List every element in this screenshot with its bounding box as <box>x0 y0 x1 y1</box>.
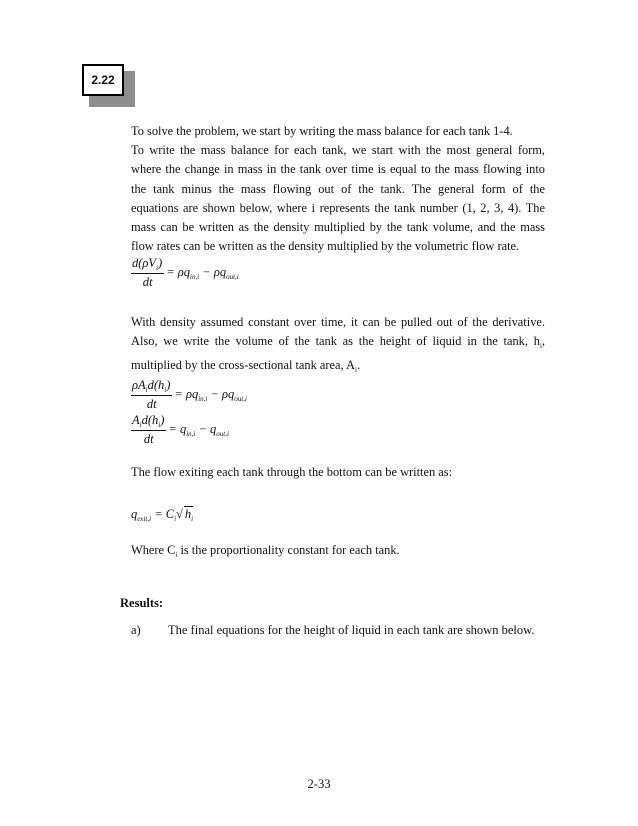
equation-mass-balance <box>131 256 239 290</box>
sqrt-radicand: $h_i$ <box>184 507 194 523</box>
equation-fraction <box>131 413 166 447</box>
equation-rhs: = $q_{in,i} - q_{out,i}$ <box>168 422 229 438</box>
density-paragraph <box>131 313 545 381</box>
density-line: Also, we write the volume of the tank as the height of liquid in the tank, $h_i$, <box>131 334 545 351</box>
density-line: With density assumed constant over time, it can be pulled out of the derivative. <box>131 315 545 329</box>
equation-fraction <box>131 256 164 290</box>
where-paragraph <box>131 541 545 565</box>
equation-density-area <box>131 378 247 412</box>
density-line: multiplied by the cross-sectional tank area, $A_i$. <box>131 358 361 375</box>
equation-rhs: = $\rho q_{in,i} - \rho q_{out,i}$ <box>166 265 239 281</box>
page-number: 2-33 <box>307 777 331 791</box>
intro-line: the tank minus the mass flowing out of the tank. The general form of the <box>131 181 545 196</box>
intro-line: flow rates can be written as the density multiplied by the volumetric flow rate. <box>131 239 520 254</box>
sqrt-symbol: √ <box>176 507 183 521</box>
list-item-text: The final equations for the height of liquid in each tank are shown below. <box>168 623 535 637</box>
intro-line: To write the mass balance for each tank, we start with the most general form, <box>131 143 545 158</box>
equation-denominator: dt <box>142 275 153 289</box>
equation-exit-flow: $q_{exit,i} = C_i√$ $h_i$ <box>131 507 194 523</box>
equation-denominator: dt <box>143 432 154 446</box>
equation-fraction <box>131 378 172 412</box>
equation-area-height <box>131 413 229 447</box>
where-line: Where $C_i$ is the proportionality constant for each tank. <box>131 543 400 559</box>
intro-line: where the change in mass in the tank over time is equal to the mass flowing into <box>131 162 545 177</box>
section-number-badge <box>82 64 124 96</box>
flow-line: The flow exiting each tank through the bottom can be written as: <box>131 465 453 479</box>
equation-rhs: = $\rho q_{in,i} - \rho q_{out,i}$ <box>174 387 247 403</box>
intro-line: equations are shown below, where i represents the tank number (1, 2, 3, 4). The <box>131 200 545 215</box>
intro-line: mass can be written as the density multiplied by the tank volume, and the mass <box>131 220 545 235</box>
section-number: 2.22 <box>91 73 115 87</box>
equation-numerator: $d(\rho V_i)$ <box>132 256 163 272</box>
intro-line: To solve the problem, we start by writing the mass balance for each tank 1-4. <box>131 124 513 138</box>
equation-denominator: dt <box>146 397 157 411</box>
intro-paragraph <box>131 122 545 256</box>
flow-paragraph <box>131 463 545 482</box>
list-item-letter: a) <box>131 623 141 637</box>
results-heading: Results: <box>120 596 164 610</box>
equation-numerator: $A_id(h_i)$ <box>132 413 165 429</box>
equation-numerator: $\rho A_id(h_i)$ <box>132 378 171 394</box>
